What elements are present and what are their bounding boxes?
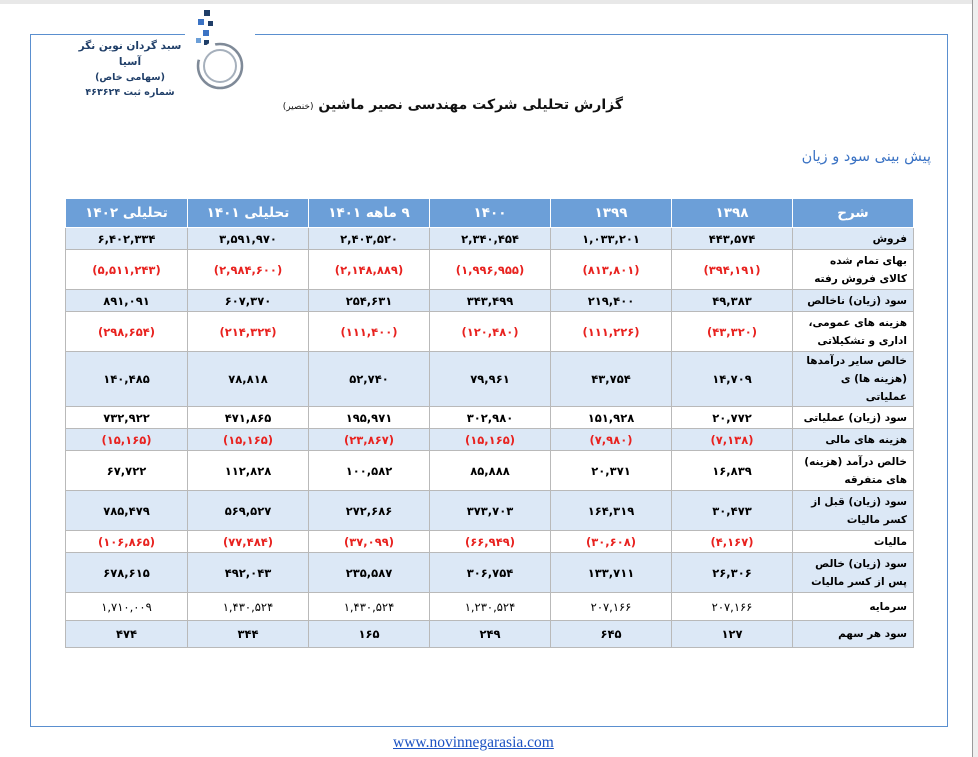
row-label: هزینه های عمومی، اداری و تشکیلاتی (793, 312, 914, 352)
header-9m-1401: ۹ ماهه ۱۴۰۱ (309, 199, 430, 228)
table-row (66, 451, 914, 491)
cell-1399: ۱,۰۳۳,۲۰۱ (551, 228, 672, 250)
cell-1398: (۴,۱۶۷) (672, 531, 793, 553)
cell-forecast-1402: (۲۹۸,۶۵۴) (66, 312, 188, 352)
website-link[interactable]: www.novinnegarasia.com (393, 734, 554, 751)
row-label: بهای تمام شده کالای فروش رفته (793, 250, 914, 290)
row-label: مالیات (793, 531, 914, 553)
cell-1399: ۱۳۳,۷۱۱ (551, 553, 672, 593)
cell-9m-1401: ۱۹۵,۹۷۱ (309, 407, 430, 429)
row-label: سود (زیان) خالص پس از کسر مالیات (793, 553, 914, 593)
cell-1400: ۲,۳۴۰,۴۵۴ (430, 228, 551, 250)
cell-forecast-1402: ۴۷۴ (66, 621, 188, 648)
cell-forecast-1401: (۲۱۴,۳۲۴) (188, 312, 309, 352)
cell-1399: ۲۱۹,۴۰۰ (551, 290, 672, 312)
header-forecast-1402: تحلیلی ۱۴۰۲ (66, 199, 188, 228)
cell-1398: ۴۹,۳۸۳ (672, 290, 793, 312)
table-row (66, 352, 914, 407)
cell-9m-1401: (۲,۱۴۸,۸۸۹) (309, 250, 430, 290)
cell-forecast-1401: ۵۶۹,۵۲۷ (188, 491, 309, 531)
cell-1399: ۱۵۱,۹۲۸ (551, 407, 672, 429)
row-label: فروش (793, 228, 914, 250)
cell-9m-1401: ۲,۴۰۳,۵۲۰ (309, 228, 430, 250)
company-block (78, 38, 182, 100)
cell-1400: (۶۶,۹۴۹) (430, 531, 551, 553)
cell-9m-1401: ۱۰۰,۵۸۲ (309, 451, 430, 491)
report-title-text: گزارش تحلیلی شرکت مهندسی نصیر ماشین (318, 97, 623, 113)
header-1399: ۱۳۹۹ (551, 199, 672, 228)
table-row (66, 250, 914, 290)
cell-1400: ۱,۲۳۰,۵۲۴ (430, 593, 551, 621)
cell-9m-1401: ۱۶۵ (309, 621, 430, 648)
header-1400: ۱۴۰۰ (430, 199, 551, 228)
company-name: سبد گردان نوین نگر آسیا (78, 40, 182, 68)
cell-1398: (۳۹۴,۱۹۱) (672, 250, 793, 290)
cell-9m-1401: ۲۷۲,۶۸۶ (309, 491, 430, 531)
row-label: سود (زیان) قبل از کسر مالیات (793, 491, 914, 531)
cell-forecast-1401: ۴۹۲,۰۴۳ (188, 553, 309, 593)
header-1398: ۱۳۹۸ (672, 199, 793, 228)
cell-1400: ۳۷۳,۷۰۳ (430, 491, 551, 531)
cell-forecast-1402: ۶۷,۷۲۲ (66, 451, 188, 491)
cell-forecast-1402: (۱۰۶,۸۶۵) (66, 531, 188, 553)
cell-1400: (۱,۹۹۶,۹۵۵) (430, 250, 551, 290)
cell-1400: (۱۵,۱۶۵) (430, 429, 551, 451)
row-label: سود (زیان) ناخالص (793, 290, 914, 312)
cell-forecast-1401: ۱,۴۳۰,۵۲۴ (188, 593, 309, 621)
cell-1399: ۲۰۷,۱۶۶ (551, 593, 672, 621)
cell-forecast-1401: (۷۷,۴۸۴) (188, 531, 309, 553)
cell-1399: ۶۴۵ (551, 621, 672, 648)
income-forecast-table (65, 198, 914, 648)
table-row (66, 228, 914, 250)
cell-forecast-1401: ۷۸,۸۱۸ (188, 352, 309, 407)
cell-1400: ۳۴۳,۴۹۹ (430, 290, 551, 312)
cell-9m-1401: (۱۱۱,۴۰۰) (309, 312, 430, 352)
cell-1400: ۳۰۶,۷۵۴ (430, 553, 551, 593)
cell-forecast-1402: ۸۹۱,۰۹۱ (66, 290, 188, 312)
company-registration: شماره ثبت ۴۶۳۶۲۴ (85, 87, 175, 98)
cell-1400: ۸۵,۸۸۸ (430, 451, 551, 491)
cell-1398: ۴۴۳,۵۷۴ (672, 228, 793, 250)
cell-9m-1401: ۵۲,۷۴۰ (309, 352, 430, 407)
cell-forecast-1402: ۶۷۸,۶۱۵ (66, 553, 188, 593)
cell-9m-1401: (۲۳,۸۶۷) (309, 429, 430, 451)
table-row (66, 312, 914, 352)
row-label: هزینه های مالی (793, 429, 914, 451)
cell-forecast-1402: ۱۴۰,۴۸۵ (66, 352, 188, 407)
row-label: سود هر سهم (793, 621, 914, 648)
row-label: سرمایه (793, 593, 914, 621)
cell-forecast-1402: (۵,۵۱۱,۲۴۳) (66, 250, 188, 290)
cell-1399: ۴۳,۷۵۴ (551, 352, 672, 407)
cell-1398: ۱۴,۷۰۹ (672, 352, 793, 407)
table-header-row (66, 199, 914, 228)
cell-9m-1401: ۱,۴۳۰,۵۲۴ (309, 593, 430, 621)
cell-1399: ۲۰,۳۷۱ (551, 451, 672, 491)
company-type: (سهامی خاص) (95, 72, 165, 83)
section-title: پیش بینی سود و زیان (801, 149, 931, 165)
cell-forecast-1402: ۶,۴۰۲,۳۳۴ (66, 228, 188, 250)
header-forecast-1401: تحلیلی ۱۴۰۱ (188, 199, 309, 228)
cell-forecast-1402: ۷۸۵,۴۷۹ (66, 491, 188, 531)
cell-1399: ۱۶۴,۳۱۹ (551, 491, 672, 531)
cell-1398: (۷,۱۳۸) (672, 429, 793, 451)
cell-forecast-1401: ۴۷۱,۸۶۵ (188, 407, 309, 429)
cell-1400: ۷۹,۹۶۱ (430, 352, 551, 407)
cell-1398: ۲۶,۳۰۶ (672, 553, 793, 593)
cell-9m-1401: ۲۳۵,۵۸۷ (309, 553, 430, 593)
cell-1400: ۲۴۹ (430, 621, 551, 648)
row-label: سود (زیان) عملیاتی (793, 407, 914, 429)
cell-1398: ۳۰,۴۷۳ (672, 491, 793, 531)
cell-forecast-1401: ۱۱۲,۸۲۸ (188, 451, 309, 491)
table-row (66, 491, 914, 531)
table-row (66, 531, 914, 553)
cell-1399: (۱۱۱,۲۲۶) (551, 312, 672, 352)
cell-forecast-1401: (۱۵,۱۶۵) (188, 429, 309, 451)
table-row (66, 593, 914, 621)
cell-1399: (۷,۹۸۰) (551, 429, 672, 451)
cell-forecast-1401: ۳,۵۹۱,۹۷۰ (188, 228, 309, 250)
row-label: خالص سایر درآمدها (هزینه ها) ی عملیاتی (793, 352, 914, 407)
table-row (66, 290, 914, 312)
cell-forecast-1401: ۳۴۴ (188, 621, 309, 648)
cell-1399: (۸۱۳,۸۰۱) (551, 250, 672, 290)
report-title (283, 97, 623, 113)
table-row (66, 553, 914, 593)
cell-1398: ۲۰۷,۱۶۶ (672, 593, 793, 621)
cell-1398: ۱۲۷ (672, 621, 793, 648)
page-edge-top (0, 0, 978, 4)
cell-forecast-1401: (۲,۹۸۴,۶۰۰) (188, 250, 309, 290)
company-logo-icon (185, 8, 255, 92)
table-row (66, 429, 914, 451)
cell-1398: ۱۶,۸۳۹ (672, 451, 793, 491)
cell-1400: ۳۰۲,۹۸۰ (430, 407, 551, 429)
row-label: خالص درآمد (هزینه) های متفرقه (793, 451, 914, 491)
cell-1398: (۴۳,۳۲۰) (672, 312, 793, 352)
cell-9m-1401: ۲۵۴,۶۳۱ (309, 290, 430, 312)
header-description: شرح (793, 199, 914, 228)
cell-9m-1401: (۳۷,۰۹۹) (309, 531, 430, 553)
viewer-scrollbar[interactable] (972, 0, 978, 757)
cell-forecast-1402: (۱۵,۱۶۵) (66, 429, 188, 451)
cell-forecast-1402: ۱,۷۱۰,۰۰۹ (66, 593, 188, 621)
cell-forecast-1402: ۷۳۲,۹۲۲ (66, 407, 188, 429)
cell-1398: ۲۰,۷۷۲ (672, 407, 793, 429)
cell-forecast-1401: ۶۰۷,۳۷۰ (188, 290, 309, 312)
cell-1399: (۳۰,۶۰۸) (551, 531, 672, 553)
report-ticker: (خنصیر) (282, 102, 314, 112)
cell-1400: (۱۲۰,۴۸۰) (430, 312, 551, 352)
table-row (66, 621, 914, 648)
table-row (66, 407, 914, 429)
